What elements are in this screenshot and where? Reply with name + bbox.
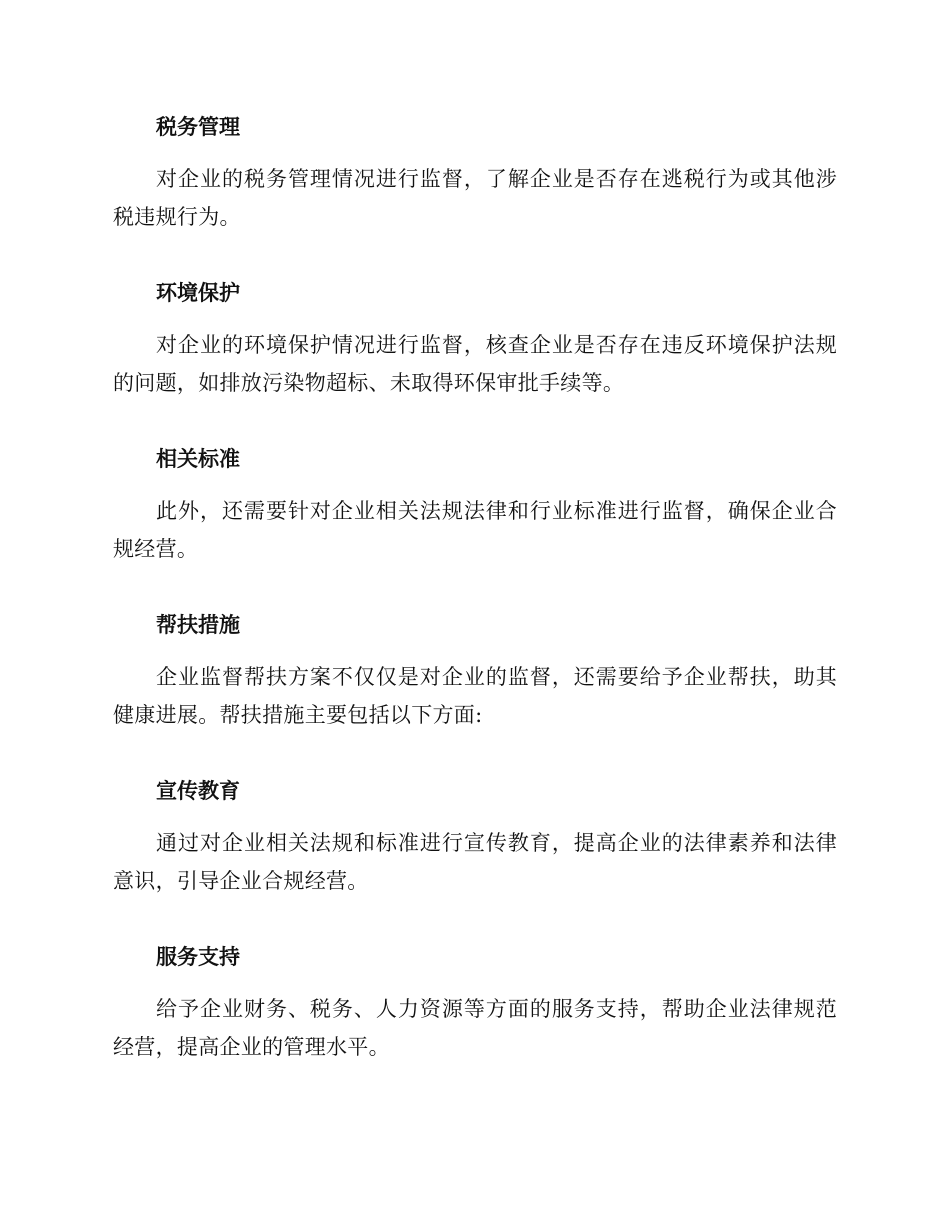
section-paragraph: 通过对企业相关法规和标准进行宣传教育，提高企业的法律素养和法律意识，引导企业合规经营。 — [113, 831, 837, 893]
document-body — [113, 108, 837, 1104]
section-environmental-protection — [113, 274, 837, 402]
section-publicity-education — [113, 772, 837, 900]
section-heading: 相关标准 — [156, 447, 240, 471]
section-paragraph: 对企业的税务管理情况进行监督，了解企业是否存在逃税行为或其他涉税违规行为。 — [113, 167, 837, 229]
section-heading: 帮扶措施 — [156, 613, 240, 637]
section-paragraph: 此外，还需要针对企业相关法规法律和行业标准进行监督，确保企业合规经营。 — [113, 499, 837, 561]
section-paragraph: 对企业的环境保护情况进行监督，核查企业是否存在违反环境保护法规的问题，如排放污染物超标、未取得环保审批手续等。 — [113, 333, 837, 395]
section-paragraph: 给予企业财务、税务、人力资源等方面的服务支持，帮助企业法律规范经营，提高企业的管理水平。 — [113, 997, 837, 1059]
section-heading: 服务支持 — [156, 945, 240, 969]
section-tax-management — [113, 108, 837, 236]
section-related-standards — [113, 440, 837, 568]
section-heading: 环境保护 — [156, 281, 240, 305]
section-paragraph: 企业监督帮扶方案不仅仅是对企业的监督，还需要给予企业帮扶，助其健康进展。帮扶措施主要包括以下方面: — [113, 665, 837, 727]
section-heading: 税务管理 — [156, 115, 240, 139]
section-support-measures — [113, 606, 837, 734]
section-heading: 宣传教育 — [156, 779, 240, 803]
section-service-support — [113, 938, 837, 1066]
